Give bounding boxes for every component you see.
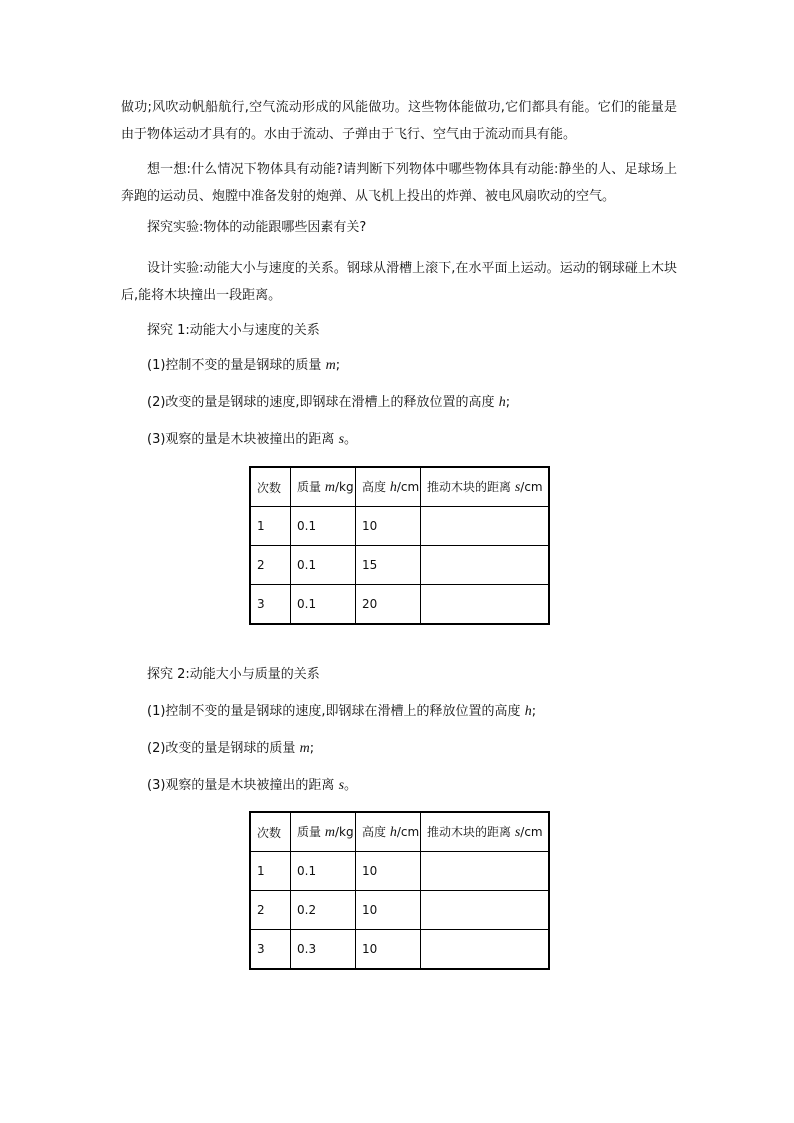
cell-trial: 1 [250, 852, 291, 891]
cell-distance [421, 891, 550, 930]
header-trial: 次数 [250, 812, 291, 852]
table-row [250, 930, 549, 970]
cell-mass: 0.1 [291, 852, 356, 891]
exp2-step-2: (2)改变的量是钢球的质量 m; [147, 741, 315, 756]
header-distance: 推动木块的距离 s/cm [421, 812, 550, 852]
cell-height: 20 [356, 585, 421, 625]
table-row [250, 585, 549, 625]
cell-mass: 0.3 [291, 930, 356, 970]
exp1-data-table [249, 466, 550, 625]
cell-height: 10 [356, 930, 421, 970]
cell-distance [421, 546, 550, 585]
cell-height: 15 [356, 546, 421, 585]
table-row [250, 507, 549, 546]
exp1-title: 探究 1:动能大小与速度的关系 [147, 323, 320, 338]
paragraph-work-energy: 做功;风吹动帆船航行,空气流动形成的风能做功。这些物体能做功,它们都具有能。它们的能量是由于物体运动才具有的。水由于流动、子弹由于飞行、空气由于流动而具有能。 [121, 100, 677, 142]
cell-trial: 2 [250, 546, 291, 585]
cell-mass: 0.2 [291, 891, 356, 930]
header-mass: 质量 m/kg [291, 812, 356, 852]
header-height: 高度 h/cm [356, 812, 421, 852]
paragraph-design-experiment: 设计实验:动能大小与速度的关系。钢球从滑槽上滚下,在水平面上运动。运动的钢球碰上木块后,能将木块撞出一段距离。 [121, 261, 677, 303]
exp2-data-table [249, 811, 550, 970]
cell-height: 10 [356, 507, 421, 546]
exp1-step-1: (1)控制不变的量是钢球的质量 m; [147, 358, 341, 373]
exp1-step-2: (2)改变的量是钢球的速度,即钢球在滑槽上的释放位置的高度 h; [147, 395, 511, 410]
cell-height: 10 [356, 891, 421, 930]
table-header-row [250, 812, 549, 852]
table-row [250, 852, 549, 891]
cell-distance [421, 852, 550, 891]
cell-distance [421, 507, 550, 546]
cell-trial: 1 [250, 507, 291, 546]
cell-mass: 0.1 [291, 585, 356, 625]
cell-mass: 0.1 [291, 546, 356, 585]
cell-mass: 0.1 [291, 507, 356, 546]
paragraph-think: 想一想:什么情况下物体具有动能?请判断下列物体中哪些物体具有动能:静坐的人、足球场上奔跑的运动员、炮膛中准备发射的炮弹、从飞机上投出的炸弹、被电风扇吹动的空气。 [121, 162, 677, 204]
cell-distance [421, 930, 550, 970]
paragraph-experiment-question: 探究实验:物体的动能跟哪些因素有关? [147, 220, 367, 235]
table-row [250, 546, 549, 585]
table-header-row [250, 467, 549, 507]
cell-distance [421, 585, 550, 625]
header-distance: 推动木块的距离 s/cm [421, 467, 550, 507]
header-mass: 质量 m/kg [291, 467, 356, 507]
header-height: 高度 h/cm [356, 467, 421, 507]
exp2-title: 探究 2:动能大小与质量的关系 [147, 667, 320, 682]
exp1-step-3: (3)观察的量是木块被撞出的距离 s。 [147, 432, 358, 447]
cell-trial: 3 [250, 585, 291, 625]
cell-trial: 2 [250, 891, 291, 930]
exp2-step-1: (1)控制不变的量是钢球的速度,即钢球在滑槽上的释放位置的高度 h; [147, 704, 537, 719]
cell-trial: 3 [250, 930, 291, 970]
header-trial: 次数 [250, 467, 291, 507]
table-row [250, 891, 549, 930]
cell-height: 10 [356, 852, 421, 891]
exp2-step-3: (3)观察的量是木块被撞出的距离 s。 [147, 778, 358, 793]
